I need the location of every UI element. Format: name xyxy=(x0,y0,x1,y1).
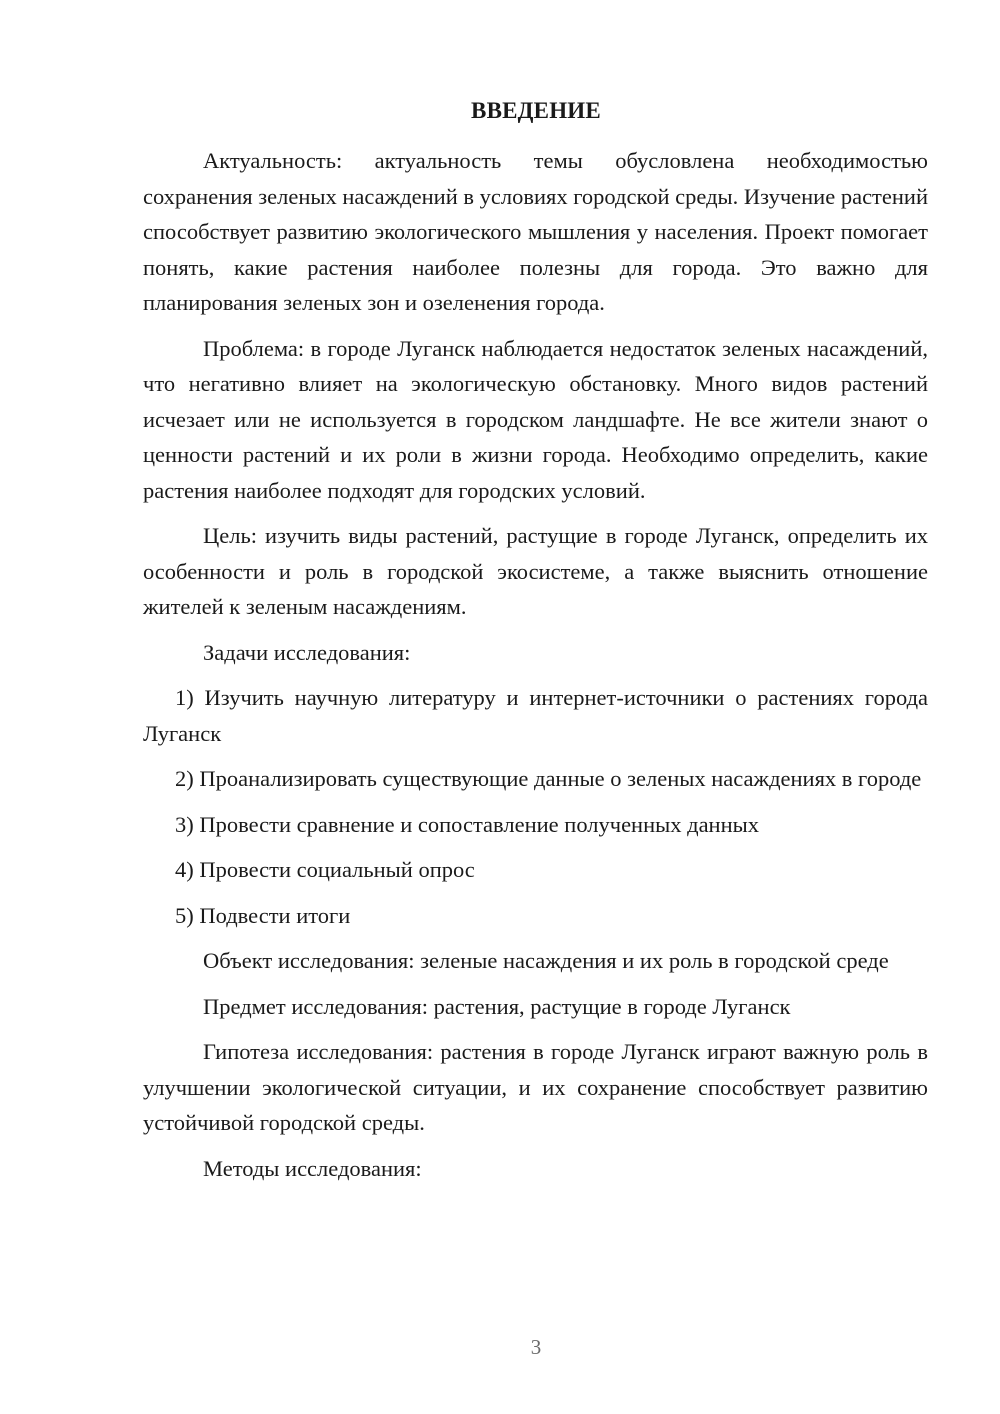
paragraph-relevance: Актуальность: актуальность темы обусловлена необходимостью сохранения зеленых насаждений в условиях городской среды. Изучение растений способствует развитию экологического мышления у населения. Проект помогает понять, какие растения наиболее полезны для города. Это важно для планирования зеленых зон и озеленения города. xyxy=(143,148,928,315)
paragraph-subject: Предмет исследования: растения, растущие в городе Луганск xyxy=(203,993,791,1019)
task-item-4: 4) Провести социальный опрос xyxy=(175,857,475,882)
task-item-3: 3) Провести сравнение и сопоставление полученных данных xyxy=(175,811,760,837)
task-item-2: 2) Проанализировать существующие данные о зеленых насаждениях в городе xyxy=(175,766,922,791)
task-item-1: 1) Изучить научную литературу и интернет-источники о растениях города Луганск xyxy=(143,685,928,746)
task-item-5: 5) Подвести итоги xyxy=(175,902,351,928)
paragraph-hypothesis: Гипотеза исследования: растения в городе Луганск играют важную роль в улучшении экологической ситуации, и их сохранение способствует развитию устойчивой городской среды. xyxy=(143,1039,928,1135)
paragraph-problem: Проблема: в городе Луганск наблюдается недостаток зеленых насаждений, что негативно влияет на экологическую обстановку. Много видов растений исчезает или не используется в городском ландшафте. Не все жители знают о ценности растений и их роли в жизни города. Необходимо определить, какие растения наиболее подходят для городских условий. xyxy=(143,335,928,503)
document-body xyxy=(143,143,928,1186)
page-number: 3 xyxy=(530,1335,542,1359)
paragraph-object: Объект исследования: зеленые насаждения и их роль в городской среде xyxy=(203,948,889,973)
paragraph-goal: Цель: изучить виды растений, растущие в городе Луганск, определить их особенности и роль в городской экосистеме, а также выяснить отношение жителей к зеленым насаждениям. xyxy=(143,523,928,619)
section-heading: ВВЕДЕНИЕ xyxy=(471,98,601,123)
paragraph-methods: Методы исследования: xyxy=(203,1155,422,1181)
paragraph-tasks-heading: Задачи исследования: xyxy=(203,639,411,665)
